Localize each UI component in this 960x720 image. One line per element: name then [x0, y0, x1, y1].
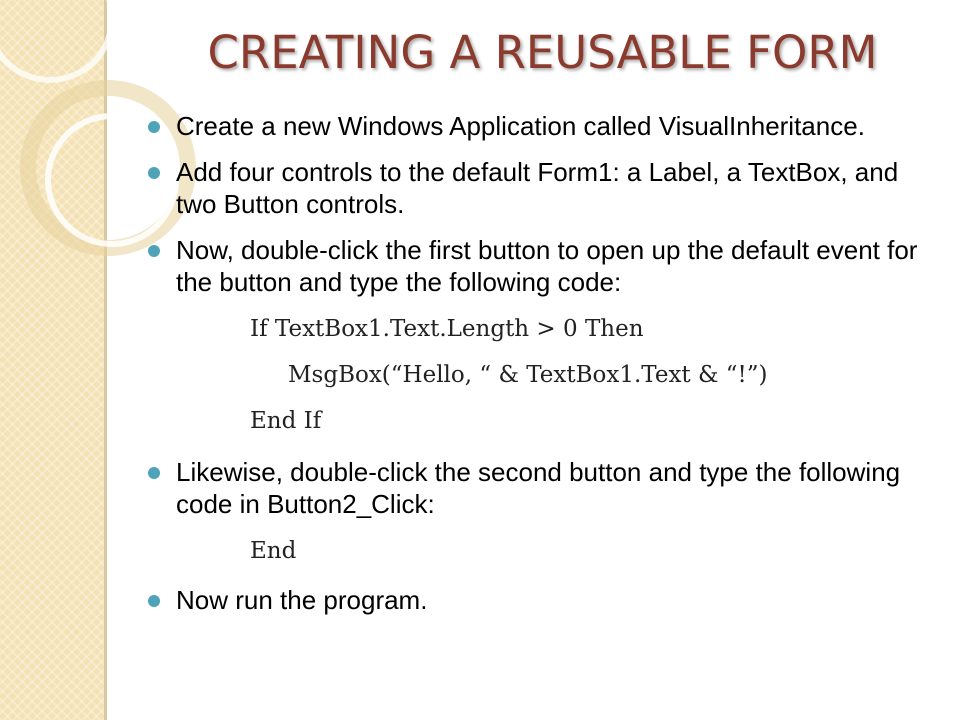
- code-line: If TextBox1.Text.Length > 0 Then: [250, 316, 644, 342]
- bullet-item: [148, 456, 938, 520]
- code-line: MsgBox(“Hello, “ & TextBox1.Text & “!”): [288, 362, 768, 388]
- bullet-item: [148, 584, 938, 616]
- bullet-text: Likewise, double-click the second button and type the following code in Button2_Click:: [176, 457, 901, 519]
- bullet-item: [148, 156, 938, 220]
- bullet-dot-icon: [148, 245, 160, 257]
- bullet-text: Now run the program.: [176, 585, 428, 615]
- bullet-text: Add four controls to the default Form1: a Label, a TextBox, and two Button controls.: [176, 157, 899, 219]
- code-line: End: [250, 538, 297, 564]
- bullet-dot-icon: [148, 595, 160, 607]
- slide-title: CREATING A REUSABLE FORM: [207, 26, 878, 79]
- bullet-text: Create a new Windows Application called VisualInheritance.: [176, 111, 865, 141]
- bullet-dot-icon: [148, 121, 160, 133]
- bullet-text: Now, double-click the first button to open up the default event for the button and type the following code:: [176, 235, 918, 297]
- code-line: End If: [250, 408, 322, 434]
- slide-content: [148, 110, 938, 630]
- bullet-item: [148, 234, 938, 298]
- bullet-dot-icon: [148, 467, 160, 479]
- bullet-item: [148, 110, 938, 142]
- bullet-dot-icon: [148, 167, 160, 179]
